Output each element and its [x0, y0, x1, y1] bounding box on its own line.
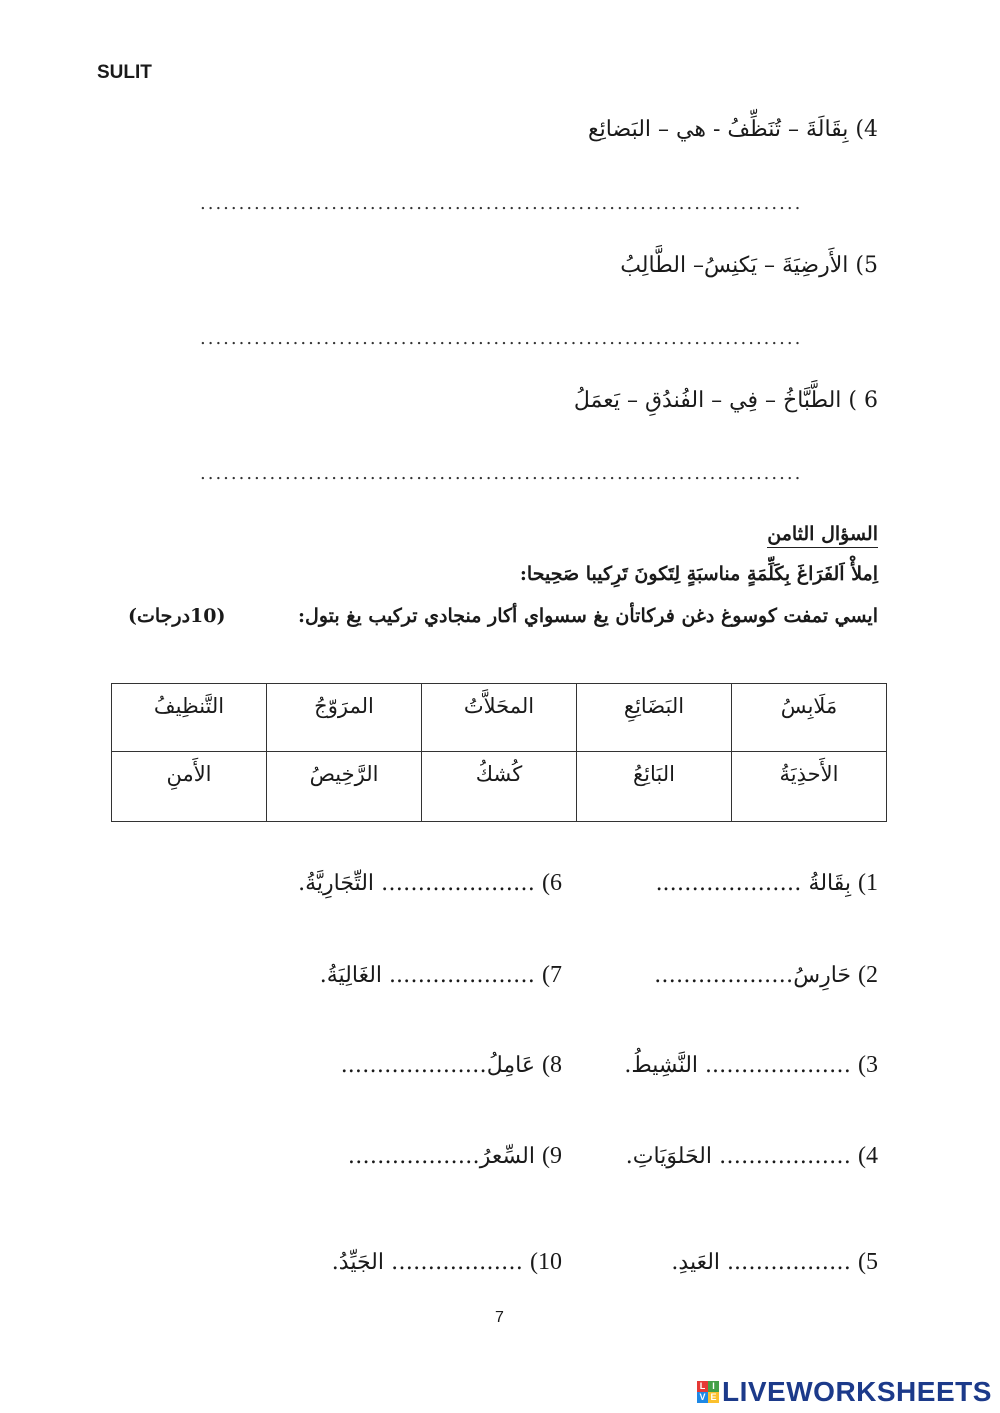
word-cell: الأَمنِ	[112, 752, 267, 822]
exercise-5[interactable]	[671, 1249, 878, 1276]
exercise-text: ……………… الحَلوَيَاتِ.	[625, 1144, 851, 1169]
answer-line-4[interactable]: ..............................................................................	[200, 193, 803, 214]
word-cell: البَضَائِعِ	[577, 684, 732, 752]
exercise-4[interactable]	[626, 1143, 878, 1170]
exercise-text: ……………….. النَّشِيطُ.	[624, 1053, 851, 1078]
marks-label: (10درجات)	[128, 605, 226, 627]
liveworksheets-logo	[697, 1376, 992, 1408]
exercise-7[interactable]	[320, 962, 562, 989]
question-4	[588, 117, 878, 142]
word-cell: المرَوّجُ	[267, 684, 422, 752]
logo-letter: V	[697, 1392, 708, 1403]
exercise-3[interactable]	[624, 1052, 878, 1079]
word-cell: المحَلاَّتُ	[422, 684, 577, 752]
table-row	[112, 752, 887, 822]
exercise-1[interactable]	[656, 870, 878, 897]
section-title: السؤال الثامن	[767, 523, 878, 548]
logo-text: LIVEWORKSHEETS	[722, 1376, 992, 1407]
word-cell: كُشكُ	[422, 752, 577, 822]
word-cell: مَلَابِسُ	[732, 684, 887, 752]
page-number: 7	[495, 1309, 504, 1326]
exercise-text: ……………… الجَيِّدُ.	[331, 1250, 523, 1275]
exercise-text: …………….. العَيدِ.	[671, 1250, 851, 1275]
logo-icon	[697, 1381, 719, 1403]
question-number: 4)	[855, 117, 878, 142]
exercise-10[interactable]	[332, 1249, 562, 1276]
table-row	[112, 684, 887, 752]
word-cell: البَائِعُ	[577, 752, 732, 822]
exercise-number: 4)	[858, 1143, 878, 1169]
exercise-text: بِقَالةُ ………………..	[655, 871, 851, 896]
question-number: 6 )	[848, 388, 878, 413]
exercise-number: 10)	[530, 1249, 562, 1275]
word-cell: الرَّخِيصُ	[267, 752, 422, 822]
exercise-number: 8)	[542, 1052, 562, 1078]
question-number: 5)	[855, 253, 878, 278]
exercise-number: 1)	[858, 870, 878, 896]
exercise-number: 9)	[542, 1143, 562, 1169]
logo-letter: E	[708, 1392, 719, 1403]
question-text: بِقَالَةَ – تُنَظِّفُ - هي – البَضائِع	[587, 117, 849, 142]
exercise-8[interactable]	[341, 1052, 562, 1079]
exercise-number: 7)	[542, 962, 562, 988]
exercise-6[interactable]	[298, 870, 562, 897]
instruction-jawi: ايسي تمفت كوسوغ دغن فركاتأن يغ سسواي أكار منجادي تركيب يغ بتول:	[298, 605, 878, 627]
exercise-number: 3)	[858, 1052, 878, 1078]
exercise-number: 2)	[858, 962, 878, 988]
exercise-text: حَارِسُ……………….	[654, 963, 851, 988]
exercise-text: السِّعرُ………………	[347, 1144, 535, 1169]
logo-letter: I	[708, 1381, 719, 1392]
question-5	[620, 253, 878, 278]
word-cell: التَّنظِيفُ	[112, 684, 267, 752]
instruction-arabic: اِملأْ اَلفَرَاغَ بِكَلِّمَةٍ مناسبَةٍ لِتَكونَ تَرِكيبا صَحِيحا:	[519, 563, 878, 585]
word-cell: الأَحذِيَةُ	[732, 752, 887, 822]
question-text: الطَّبَّاخُ – فِي – الفُندُقِ – يَعمَلُ	[573, 388, 842, 413]
word-bank-table	[111, 683, 887, 822]
question-text: الأَرضِيَةَ – يَكنِسُ– الطَّالِبُ	[620, 253, 849, 278]
exercise-text: ……………….. الغَالِيَةُ.	[319, 963, 535, 988]
confidential-label: SULIT	[97, 62, 152, 83]
exercise-text: عَامِلُ………………..	[340, 1053, 535, 1078]
question-6	[574, 388, 878, 413]
exercise-9[interactable]	[348, 1143, 562, 1170]
exercise-text: ………………… التِّجَارِيَّةُ.	[298, 871, 535, 896]
answer-line-6[interactable]: ..............................................................................	[200, 463, 803, 484]
exercise-number: 6)	[542, 870, 562, 896]
exercise-number: 5)	[858, 1249, 878, 1275]
exercise-2[interactable]	[654, 962, 878, 989]
logo-letter: L	[697, 1381, 708, 1392]
answer-line-5[interactable]: ..............................................................................	[200, 328, 803, 349]
